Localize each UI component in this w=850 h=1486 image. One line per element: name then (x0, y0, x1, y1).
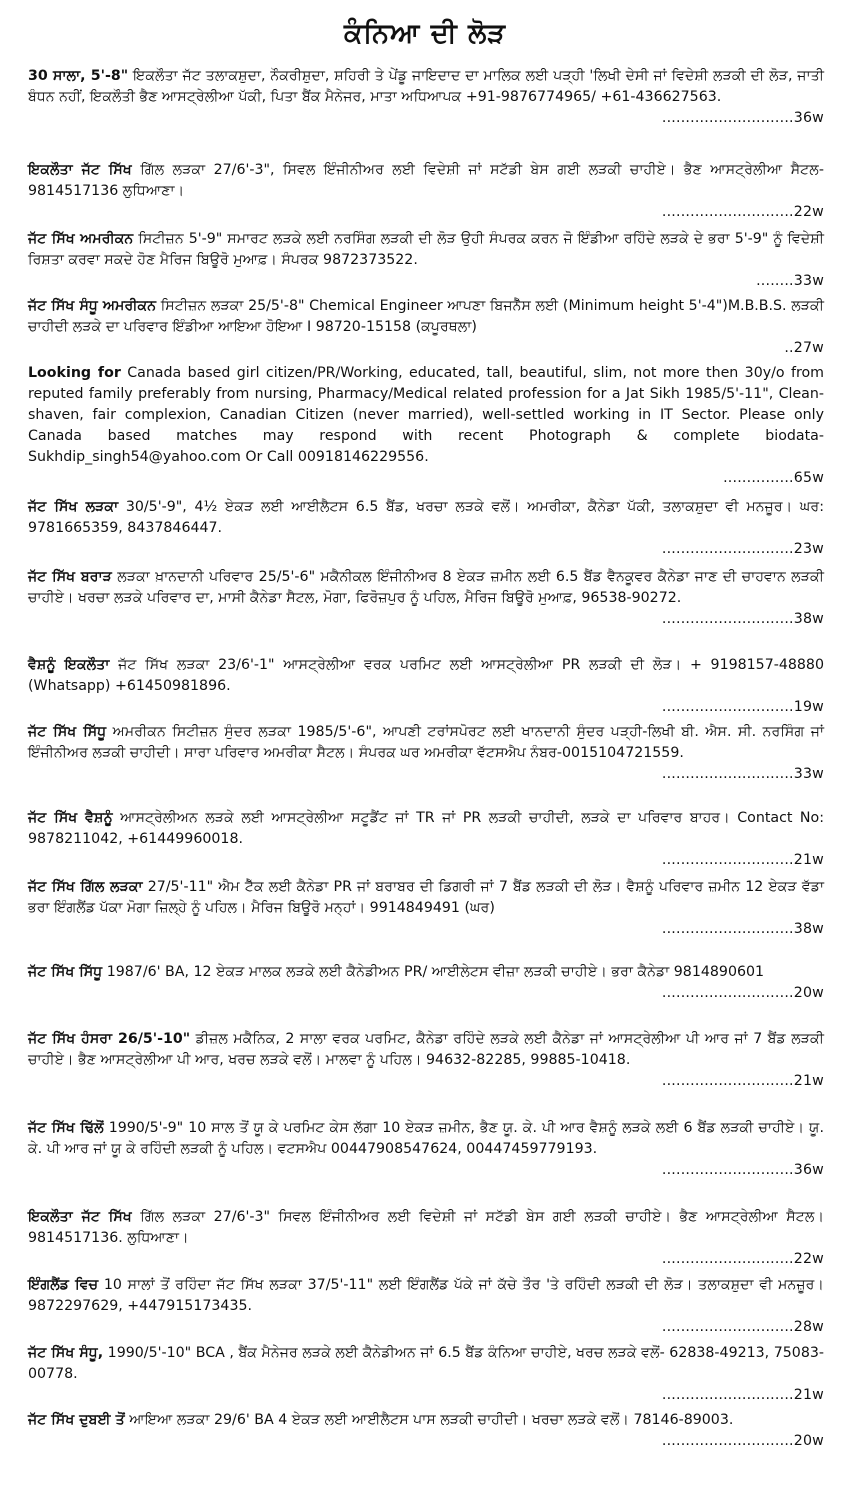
ad-lead: ਇੰਗਲੈਂਡ ਵਿਚ (28, 1277, 99, 1293)
ad-item (28, 655, 824, 718)
ad-item (28, 66, 824, 129)
ad-text: ਅਮਰੀਕਨ ਸਿਟੀਜ਼ਨ ਸੁੰਦਰ ਲੜਕਾ 1985/5'-6", ਆਪਣੀ ਟਰਾਂਸਪੋਰਟ ਲਈ ਖਾਨਦਾਨੀ ਸੁੰਦਰ ਪੜ੍ਹੀ-ਲਿਖੀ ਬੀ. ਐਸ. ਸੀ. ਨਰਸਿੰਗ ਜਾਂ ਇੰਜੀਨੀਅਰ ਲੜਕੀ ਚਾਹੀਦੀ। ਸਾਰਾ ਪਰਿਵਾਰ ਅਮਰੀਕਾ ਸੈਟਲ। ਸੰਪਰਕ ਘਰ ਅਮਰੀਕਾ ਵੱਟਸਐਪ ਨੰਬਰ-0015104721559. (28, 724, 824, 761)
ad-code: ........33w (756, 273, 824, 289)
ad-code: ..27w (784, 340, 824, 356)
ad-item (28, 567, 824, 630)
ad-text: ਇਕਲੌਤਾ ਜੱਟ ਤਲਾਕਸ਼ੁਦਾ, ਨੌਕਰੀਸ਼ੁਦਾ, ਸ਼ਹਿਰੀ ਤੇ ਪੇਂਡੂ ਜਾਇਦਾਦ ਦਾ ਮਾਲਿਕ ਲਈ ਪੜ੍ਹੀ 'ਲਿਖੀ ਦੇਸੀ ਜਾਂ ਵਿਦੇਸ਼ੀ ਲੜਕੀ ਦੀ ਲੋੜ, ਜਾਤੀ ਬੰਧਨ ਨਹੀਂ, ਇਕਲੌਤੀ ਭੈਣ ਆਸਟ੍ਰੇਲੀਆ ਪੱਕੀ, ਪਿਤਾ ਬੈਂਕ ਮੈਨੇਜਰ, ਮਾਤਾ ਅਧਿਆਪਕ +91-9876774965/ +61-436627563. (28, 68, 824, 105)
ad-code: ............................28w (661, 1319, 824, 1335)
ad-item (28, 1118, 824, 1181)
ad-lead: ਜੱਟ ਸਿੱਖ ਸੰਧੂ, (28, 1345, 104, 1361)
ad-lead: ਜੱਟ ਸਿੱਖ ਸੰਧੂ ਅਮਰੀਕਨ (28, 298, 157, 314)
ad-code: ............................38w (661, 921, 824, 937)
ad-code: ............................36w (661, 110, 824, 126)
ad-text: ਜੱਟ ਸਿੱਖ ਲੜਕਾ 23/6'-1" ਆਸਟ੍ਰੇਲੀਆ ਵਰਕ ਪਰਮਿਟ ਲਈ ਆਸਟ੍ਰੇਲੀਆ PR ਲੜਕੀ ਦੀ ਲੋੜ। + 9198157-48880 (Whatsapp) +61450981896. (28, 657, 824, 694)
ad-text: ਗਿੱਲ ਲੜਕਾ 27/6'-3" ਸਿਵਲ ਇੰਜੀਨੀਅਰ ਲਈ ਵਿਦੇਸ਼ੀ ਜਾਂ ਸਟੱਡੀ ਬੇਸ ਗਈ ਲੜਕੀ ਚਾਹੀਏ। ਭੈਣ ਆਸਟ੍ਰੇਲੀਆ ਸੈਟਲ। 9814517136. ਲੁਧਿਆਣਾ। (28, 1209, 825, 1246)
ad-text: 1990/5'-10" BCA , ਬੈਂਕ ਮੈਨੇਜਰ ਲੜਕੇ ਲਈ ਕੈਨੇਡੀਅਨ ਜਾਂ 6.5 ਬੈਂਡ ਕੰਨਿਆ ਚਾਹੀਏ, ਖਰਚ ਲੜਕੇ ਵਲੋਂ- 62838-49213, 75083-00778. (28, 1345, 824, 1382)
ad-item (28, 1207, 824, 1270)
ad-item (28, 877, 824, 940)
ad-text: 10 ਸਾਲਾਂ ਤੋਂ ਰਹਿੰਦਾ ਜੱਟ ਸਿੱਖ ਲੜਕਾ 37/5'-11" ਲਈ ਇੰਗਲੈਂਡ ਪੱਕੇ ਜਾਂ ਕੱਚੇ ਤੌਰ 'ਤੇ ਰਹਿੰਦੀ ਲੜਕੀ ਦੀ ਲੋੜ। ਤਲਾਕਸ਼ੁਦਾ ਵੀ ਮਨਜ਼ੂਰ। 9872297629, +447915173435. (28, 1277, 824, 1314)
ad-text: ਗਿੱਲ ਲੜਕਾ 27/6'-3", ਸਿਵਲ ਇੰਜੀਨੀਅਰ ਲਈ ਵਿਦੇਸ਼ੀ ਜਾਂ ਸਟੱਡੀ ਬੇਸ ਗਈ ਲੜਕੀ ਚਾਹੀਏ। ਭੈਣ ਆਸਟ੍ਰੇਲੀਆ ਸੈਟਲ- 9814517136 ਲੁਧਿਆਣਾ। (28, 162, 824, 199)
ad-code: ............................33w (661, 766, 824, 782)
ad-lead: ਇਕਲੌਤਾ ਜੱਟ ਸਿੱਖ (28, 1209, 132, 1225)
ad-item (28, 497, 824, 560)
ad-item (28, 363, 824, 489)
ad-code: ............................38w (661, 611, 824, 627)
ad-text: ਸਿਟੀਜ਼ਨ ਲੜਕਾ 25/5'-8" Chemical Engineer ਆਪਣਾ ਬਿਜਨੈੱਸ ਲਈ (Minimum height 5'-4")M.B.B.S. ਲੜਕੀ ਚਾਹੀਦੀ ਲੜਕੇ ਦਾ ਪਰਿਵਾਰ ਇੰਡੀਆ ਆਇਆ ਹੋਇਆ I 98720-15158 (ਕਪੂਰਥਲਾ) (28, 298, 825, 335)
ad-code: ............................21w (661, 1387, 824, 1403)
ad-lead: ਜੱਟ ਸਿੱਖ ਅਮਰੀਕਨ (28, 231, 134, 247)
ad-lead: ਜੱਟ ਸਿੱਖ ਦੁਬਈ ਤੋਂ (28, 1412, 125, 1428)
ad-text: 30/5'-9", 4½ ਏਕੜ ਲਈ ਆਈਲੈਟਸ 6.5 ਬੈਂਡ, ਖਰਚਾ ਲੜਕੇ ਵਲੋਂ। ਅਮਰੀਕਾ, ਕੈਨੇਡਾ ਪੱਕੀ, ਤਲਾਕਸ਼ੁਦਾ ਵੀ ਮਨਜ਼ੂਰ। ਘਰ: 9781665359, 8437846447. (28, 499, 824, 536)
ad-text: 27/5'-11" ਐਮ ਟੈੱਕ ਲਈ ਕੈਨੇਡਾ PR ਜਾਂ ਬਰਾਬਰ ਦੀ ਡਿਗਰੀ ਜਾਂ 7 ਬੈਂਡ ਲੜਕੀ ਦੀ ਲੋੜ। ਵੈਸ਼ਨੂੰ ਪਰਿਵਾਰ ਜ਼ਮੀਨ 12 ਏਕੜ ਵੱਡਾ ਭਰਾ ਇੰਗਲੈਂਡ ਪੱਕਾ ਮੋਗਾ ਜ਼ਿਲ੍ਹੇ ਨੂੰ ਪਹਿਲ। ਮੈਰਿਜ ਬਿਊਰੋ ਮਨ੍ਹਾਂ। 9914849491 (ਘਰ) (28, 879, 824, 916)
ad-lead: Looking for (28, 365, 121, 381)
ad-code: ............................21w (661, 1073, 824, 1089)
ad-text: 1987/6' BA, 12 ਏਕੜ ਮਾਲਕ ਲੜਕੇ ਲਈ ਕੈਨੇਡੀਅਨ PR/ ਆਈਲੇਟਸ ਵੀਜ਼ਾ ਲੜਕੀ ਚਾਹੀਏ। ਭਰਾ ਕੈਨੇਡਾ 9814890601 (102, 964, 765, 980)
ad-code: ............................20w (661, 985, 824, 1001)
ad-code: ............................19w (661, 699, 824, 715)
ad-item (28, 1029, 824, 1092)
ad-item (28, 1410, 824, 1452)
ad-text: ਡੀਜ਼ਲ ਮਕੈਨਿਕ, 2 ਸਾਲਾ ਵਰਕ ਪਰਮਿਟ, ਕੈਨੇਡਾ ਰਹਿੰਦੇ ਲੜਕੇ ਲਈ ਕੈਨੇਡਾ ਜਾਂ ਆਸਟ੍ਰੇਲੀਆ ਪੀ ਆਰ ਜਾਂ 7 ਬੈਂਡ ਲੜਕੀ ਚਾਹੀਏ। ਭੈਣ ਆਸਟ੍ਰੇਲੀਆ ਪੀ ਆਰ, ਖਰਚ ਲੜਕੇ ਵਲੋਂ। ਮਾਲਵਾ ਨੂੰ ਪਹਿਲ। 94632-82285, 99885-10418. (28, 1031, 824, 1068)
ad-lead: ਜੱਟ ਸਿੱਖ ਵੈਸ਼ਨੂੰ (28, 810, 113, 826)
ad-text: 1990/5'-9" 10 ਸਾਲ ਤੋਂ ਯੂ ਕੇ ਪਰਮਿਟ ਕੇਸ ਲੱਗਾ 10 ਏਕੜ ਜ਼ਮੀਨ, ਭੈਣ ਯੂ. ਕੇ. ਪੀ ਆਰ ਵੈਸ਼ਨੂੰ ਲੜਕੇ ਲਈ 6 ਬੈਂਡ ਲੜਕੀ ਚਾਹੀਏ। ਯੂ. ਕੇ. ਪੀ ਆਰ ਜਾਂ ਯੂ ਕੇ ਰਹਿੰਦੀ ਲੜਕੀ ਨੂੰ ਪਹਿਲ। ਵਟਸਐਪ 00447908547624, 00447459779193. (28, 1120, 824, 1157)
ad-code: ............................22w (661, 204, 824, 220)
page-title: ਕੰਨਿਆ ਦੀ ਲੋੜ (343, 18, 507, 49)
ad-code: ............................22w (661, 1251, 824, 1267)
ad-lead: ਜੱਟ ਸਿੱਖ ਢਿੱਲੋਂ (28, 1120, 104, 1136)
ad-text: ਸਿਟੀਜ਼ਨ 5'-9" ਸਮਾਰਟ ਲੜਕੇ ਲਈ ਨਰਸਿੰਗ ਲੜਕੀ ਦੀ ਲੋੜ ਉਹੀ ਸੰਪਰਕ ਕਰਨ ਜੋ ਇੰਡੀਆ ਰਹਿੰਦੇ ਲੜਕੇ ਦੇ ਭਰਾ 5'-9" ਨੂੰ ਵਿਦੇਸ਼ੀ ਰਿਸ਼ਤਾ ਕਰਵਾ ਸਕਦੇ ਹੋਣ ਮੈਰਿਜ ਬਿਊਰੋ ਮੁਆਫ਼। ਸੰਪਰਕ 9872373522. (28, 231, 824, 268)
ad-item (28, 962, 824, 1004)
ad-lead: ਜੱਟ ਸਿੱਖ ਸਿੱਧੂ (28, 964, 103, 980)
ad-item (28, 229, 824, 292)
ad-text: Canada based girl citizen/PR/Working, educated, tall, beautiful, slim, not more then 30y/o from reputed family preferably from nursing, Pharmacy/Medical related profession for a Jat Sikh 1985/5'-11", Clean-shaven, fair complexion, Canadian Citizen (never married), well-settled working in IT Sector. Please only Canada based matches may respond with recent Photograph & complete biodata-Sukhdip_singh54@yahoo.com Or Call 00918146229556. (28, 365, 824, 465)
ad-lead: ਵੈਸ਼ਨੂੰ ਇਕਲੌਤਾ (28, 657, 110, 673)
ad-lead: ਜੱਟ ਸਿੱਖ ਸਿੱਧੂ (28, 724, 107, 740)
ad-lead: 30 ਸਾਲਾ, 5'-8" (28, 68, 129, 84)
ad-lead: ਜੱਟ ਸਿੱਖ ਲੜਕਾ (28, 499, 119, 515)
ad-code: ............................36w (661, 1162, 824, 1178)
ad-code: ............................20w (661, 1433, 824, 1449)
ad-item (28, 808, 824, 871)
ad-code: ............................21w (661, 852, 824, 868)
ad-item (28, 722, 824, 785)
ad-item (28, 296, 824, 359)
ad-lead: ਜੱਟ ਸਿੱਖ ਗਿੱਲ ਲੜਕਾ (28, 879, 143, 895)
ad-item (28, 1275, 824, 1338)
ad-text: ਆਇਆ ਲੜਕਾ 29/6' BA 4 ਏਕੜ ਲਈ ਆਈਲੈਟਸ ਪਾਸ ਲੜਕੀ ਚਾਹੀਦੀ। ਖਰਚਾ ਲੜਕੇ ਵਲੋਂ। 78146-89003. (124, 1412, 734, 1428)
ad-lead: ਜੱਟ ਸਿੱਖ ਹੰਸਰਾ 26/5'-10" (28, 1031, 191, 1047)
ad-lead: ਇਕਲੌਤਾ ਜੱਟ ਸਿੱਖ (28, 162, 132, 178)
ad-lead: ਜੱਟ ਸਿੱਖ ਬਰਾੜ (28, 569, 112, 585)
ad-item (28, 160, 824, 223)
ad-code: ............................23w (661, 541, 824, 557)
ad-text: ਆਸਟ੍ਰੇਲੀਅਨ ਲੜਕੇ ਲਈ ਆਸਟ੍ਰੇਲੀਆ ਸਟੂਡੈਂਟ ਜਾਂ TR ਜਾਂ PR ਲੜਕੀ ਚਾਹੀਦੀ, ਲੜਕੇ ਦਾ ਪਰਿਵਾਰ ਬਾਹਰ। Contact No: 9878211042, +61449960018. (28, 810, 824, 847)
ad-code: ...............65w (723, 470, 824, 486)
ad-text: ਲੜਕਾ ਖ਼ਾਨਦਾਨੀ ਪਰਿਵਾਰ 25/5'-6" ਮਕੈਨੀਕਲ ਇੰਜੀਨੀਅਰ 8 ਏਕੜ ਜ਼ਮੀਨ ਲਈ 6.5 ਬੈਂਡ ਵੈਨਕੂਵਰ ਕੈਨੇਡਾ ਜਾਣ ਦੀ ਚਾਹਵਾਨ ਲੜਕੀ ਚਾਹੀਏ। ਖਰਚਾ ਲੜਕੇ ਪਰਿਵਾਰ ਦਾ, ਮਾਸੀ ਕੈਨੇਡਾ ਸੈਟਲ, ਮੋਗਾ, ਫਿਰੋਜ਼ਪੁਰ ਨੂੰ ਪਹਿਲ, ਮੈਰਿਜ ਬਿਊਰੋ ਮੁਆਫ਼, 96538-90272. (28, 569, 824, 606)
ad-item (28, 1343, 824, 1406)
